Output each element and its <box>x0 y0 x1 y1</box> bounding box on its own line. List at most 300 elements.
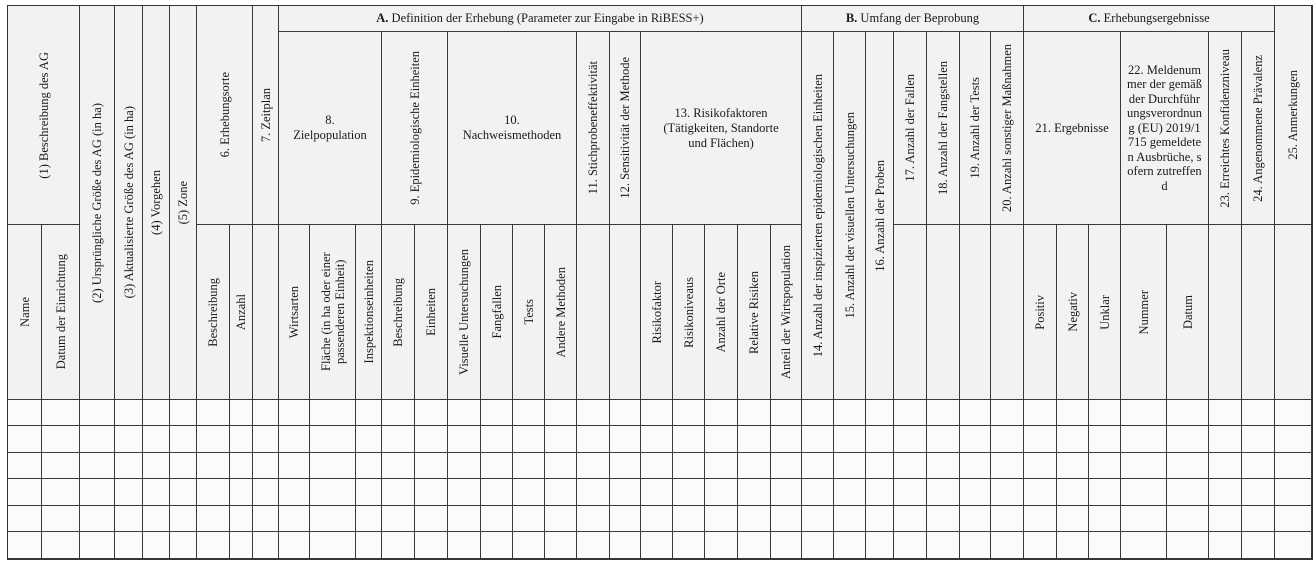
table-cell[interactable] <box>414 425 448 453</box>
section-b-title: Umfang der Beprobung <box>860 11 980 25</box>
table-cell[interactable] <box>865 505 894 532</box>
subheader-nummer <box>1120 224 1167 400</box>
table-cell[interactable] <box>252 531 279 559</box>
table-cell[interactable] <box>576 399 610 426</box>
table-cell[interactable] <box>1120 531 1167 559</box>
table-cell[interactable] <box>309 505 356 532</box>
table-cell[interactable] <box>959 452 991 479</box>
table-cell[interactable] <box>640 452 673 479</box>
table-cell[interactable] <box>801 452 834 479</box>
table-cell[interactable] <box>833 399 866 426</box>
section-b-letter: B. <box>845 11 858 25</box>
table-cell[interactable] <box>640 531 673 559</box>
table-cell[interactable] <box>704 505 738 532</box>
subheader-c11-empty <box>576 224 610 400</box>
table-cell[interactable] <box>512 505 545 532</box>
table-cell[interactable] <box>1056 531 1089 559</box>
table-cell[interactable] <box>672 425 705 453</box>
table-cell[interactable] <box>1274 452 1312 479</box>
table-cell[interactable] <box>544 425 577 453</box>
header-c9-label: 9. Epidemiologische Einheiten <box>407 51 422 205</box>
table-cell[interactable] <box>1241 425 1275 453</box>
table-cell[interactable] <box>355 425 382 453</box>
table-cell[interactable] <box>229 478 253 506</box>
subheader-relative-risiken <box>737 224 771 400</box>
table-cell[interactable] <box>1056 399 1089 426</box>
header-c17 <box>893 31 927 225</box>
table-cell[interactable] <box>770 452 802 479</box>
table-cell[interactable] <box>41 399 80 426</box>
table-cell[interactable] <box>1241 452 1275 479</box>
subheader-risikoniveaus-label: Risikoniveaus <box>681 276 696 348</box>
subheader-erhebungsorte-beschreibung <box>196 224 230 400</box>
table-cell[interactable] <box>278 478 310 506</box>
header-c11-label: 11. Stichprobeneffektivität <box>586 61 600 195</box>
table-cell[interactable] <box>865 531 894 559</box>
table-cell[interactable] <box>1241 531 1275 559</box>
table-cell[interactable] <box>480 452 513 479</box>
table-cell[interactable] <box>1056 425 1089 453</box>
table-cell[interactable] <box>142 399 170 426</box>
table-cell[interactable] <box>196 399 230 426</box>
table-cell[interactable] <box>1241 478 1275 506</box>
table-cell[interactable] <box>381 478 415 506</box>
subheader-c18-empty <box>926 224 960 400</box>
header-c10-label: Nachweismethoden <box>462 128 562 142</box>
header-c19-label: 19. Anzahl der Tests <box>968 77 982 179</box>
table-cell[interactable] <box>309 531 356 559</box>
header-c5 <box>169 5 197 400</box>
table-cell[interactable] <box>79 531 115 559</box>
table-cell[interactable] <box>990 452 1024 479</box>
table-cell[interactable] <box>640 425 673 453</box>
table-cell[interactable] <box>142 425 170 453</box>
table-cell[interactable] <box>1120 505 1167 532</box>
table-cell[interactable] <box>704 478 738 506</box>
table-cell[interactable] <box>893 452 927 479</box>
table-cell[interactable] <box>1274 425 1312 453</box>
subheader-datum-einrichtung <box>41 224 80 400</box>
table-cell[interactable] <box>609 425 641 453</box>
subheader-epi-beschreibung-label: Beschreibung <box>391 277 405 347</box>
table-cell[interactable] <box>41 505 80 532</box>
table-cell[interactable] <box>169 399 197 426</box>
table-cell[interactable] <box>737 399 771 426</box>
table-cell[interactable] <box>229 531 253 559</box>
table-cell[interactable] <box>278 425 310 453</box>
table-cell[interactable] <box>252 399 279 426</box>
table-cell[interactable] <box>114 478 143 506</box>
table-cell[interactable] <box>381 452 415 479</box>
table-cell[interactable] <box>865 399 894 426</box>
header-c13-label: 13. Risikofaktoren (Tätigkeiten, Standorte und Flächen) <box>663 105 779 150</box>
table-cell[interactable] <box>381 505 415 532</box>
table-cell[interactable] <box>512 399 545 426</box>
table-cell[interactable] <box>142 478 170 506</box>
table-cell[interactable] <box>1166 399 1209 426</box>
table-cell[interactable] <box>544 399 577 426</box>
table-cell[interactable] <box>41 531 80 559</box>
table-cell[interactable] <box>7 478 42 506</box>
table-cell[interactable] <box>770 531 802 559</box>
table-cell[interactable] <box>480 425 513 453</box>
table-cell[interactable] <box>1056 478 1089 506</box>
table-cell[interactable] <box>1208 425 1242 453</box>
subheader-c20-empty <box>990 224 1024 400</box>
header-c4-label: (4) Vorgehen <box>149 170 163 235</box>
table-cell[interactable] <box>1166 505 1209 532</box>
header-c8-num: 8. <box>325 113 335 127</box>
table-cell[interactable] <box>576 531 610 559</box>
table-cell[interactable] <box>278 505 310 532</box>
table-cell[interactable] <box>142 505 170 532</box>
table-cell[interactable] <box>114 531 143 559</box>
header-c24-label: 24. Angenommene Prävalenz <box>1251 54 1265 202</box>
table-cell[interactable] <box>893 425 927 453</box>
table-cell[interactable] <box>1208 531 1242 559</box>
table-cell[interactable] <box>959 425 991 453</box>
table-cell[interactable] <box>833 425 866 453</box>
table-cell[interactable] <box>1241 505 1275 532</box>
table-cell[interactable] <box>1274 478 1312 506</box>
header-c18 <box>926 31 960 225</box>
table-cell[interactable] <box>414 531 448 559</box>
table-cell[interactable] <box>114 399 143 426</box>
table-cell[interactable] <box>7 452 42 479</box>
table-cell[interactable] <box>609 399 641 426</box>
subheader-erhebungsorte-beschreibung-label: Beschreibung <box>206 277 220 347</box>
header-c17-label: 17. Anzahl der Fallen <box>903 74 917 182</box>
table-cell[interactable] <box>1023 425 1057 453</box>
table-cell[interactable] <box>1023 505 1057 532</box>
table-cell[interactable] <box>1088 452 1121 479</box>
table-cell[interactable] <box>672 399 705 426</box>
header-c23-label: 23. Erreichtes Konfidenzniveau <box>1218 48 1232 208</box>
header-c14-label: 14. Anzahl der inspizierten epidemiologischen Einheiten <box>810 73 825 358</box>
table-cell[interactable] <box>278 531 310 559</box>
table-cell[interactable] <box>704 452 738 479</box>
subheader-c23-empty <box>1208 224 1242 400</box>
table-cell[interactable] <box>79 425 115 453</box>
table-cell[interactable] <box>196 531 230 559</box>
table-cell[interactable] <box>672 531 705 559</box>
table-cell[interactable] <box>1166 425 1209 453</box>
subheader-relative-risiken-label: Relative Risiken <box>747 270 761 354</box>
table-cell[interactable] <box>79 505 115 532</box>
table-cell[interactable] <box>229 399 253 426</box>
table-cell[interactable] <box>480 399 513 426</box>
table-cell[interactable] <box>990 505 1024 532</box>
table-cell[interactable] <box>252 505 279 532</box>
table-cell[interactable] <box>512 452 545 479</box>
subheader-epi-beschreibung <box>381 224 415 400</box>
subheader-wirtsarten <box>278 224 310 400</box>
table-cell[interactable] <box>169 505 197 532</box>
table-cell[interactable] <box>41 478 80 506</box>
table-cell[interactable] <box>609 452 641 479</box>
table-cell[interactable] <box>447 531 481 559</box>
table-cell[interactable] <box>1208 452 1242 479</box>
table-cell[interactable] <box>1023 399 1057 426</box>
table-cell[interactable] <box>737 478 771 506</box>
subheader-zeitplan-empty <box>252 224 279 400</box>
table-cell[interactable] <box>447 399 481 426</box>
table-cell[interactable] <box>1088 478 1121 506</box>
table-cell[interactable] <box>704 425 738 453</box>
table-cell[interactable] <box>114 452 143 479</box>
table-cell[interactable] <box>79 478 115 506</box>
table-cell[interactable] <box>414 452 448 479</box>
subheader-c24-empty <box>1241 224 1275 400</box>
table-cell[interactable] <box>1208 505 1242 532</box>
table-cell[interactable] <box>414 505 448 532</box>
table-cell[interactable] <box>309 478 356 506</box>
table-cell[interactable] <box>833 478 866 506</box>
table-cell[interactable] <box>737 531 771 559</box>
table-cell[interactable] <box>990 425 1024 453</box>
table-cell[interactable] <box>1274 505 1312 532</box>
table-cell[interactable] <box>1274 399 1312 426</box>
table-cell[interactable] <box>893 531 927 559</box>
table-cell[interactable] <box>447 452 481 479</box>
table-cell[interactable] <box>278 399 310 426</box>
table-cell[interactable] <box>865 452 894 479</box>
table-cell[interactable] <box>893 505 927 532</box>
table-cell[interactable] <box>770 505 802 532</box>
table-cell[interactable] <box>893 399 927 426</box>
header-c13 <box>640 31 802 225</box>
table-cell[interactable] <box>196 505 230 532</box>
subheader-c25-empty <box>1274 224 1312 400</box>
table-cell[interactable] <box>480 505 513 532</box>
subheader-c12-empty <box>609 224 641 400</box>
header-c12-label: 12. Sensitivität der Methode <box>618 57 632 199</box>
table-cell[interactable] <box>355 478 382 506</box>
table-cell[interactable] <box>512 478 545 506</box>
table-cell[interactable] <box>512 425 545 453</box>
table-cell[interactable] <box>544 478 577 506</box>
table-cell[interactable] <box>1208 478 1242 506</box>
table-cell[interactable] <box>480 531 513 559</box>
header-c16 <box>865 31 894 400</box>
header-c5-label: (5) Zone <box>176 180 190 225</box>
table-cell[interactable] <box>1056 452 1089 479</box>
table-cell[interactable] <box>355 531 382 559</box>
table-cell[interactable] <box>926 399 960 426</box>
table-cell[interactable] <box>737 505 771 532</box>
table-cell[interactable] <box>196 425 230 453</box>
table-cell[interactable] <box>447 425 481 453</box>
table-cell[interactable] <box>7 505 42 532</box>
table-cell[interactable] <box>414 478 448 506</box>
table-cell[interactable] <box>704 531 738 559</box>
table-cell[interactable] <box>833 452 866 479</box>
table-cell[interactable] <box>229 505 253 532</box>
table-cell[interactable] <box>1241 399 1275 426</box>
table-cell[interactable] <box>381 531 415 559</box>
table-cell[interactable] <box>114 425 143 453</box>
table-cell[interactable] <box>704 399 738 426</box>
table-cell[interactable] <box>959 478 991 506</box>
table-cell[interactable] <box>512 531 545 559</box>
table-cell[interactable] <box>544 452 577 479</box>
table-cell[interactable] <box>252 425 279 453</box>
table-cell[interactable] <box>926 452 960 479</box>
table-cell[interactable] <box>576 452 610 479</box>
table-cell[interactable] <box>1120 452 1167 479</box>
table-cell[interactable] <box>801 505 834 532</box>
table-cell[interactable] <box>959 399 991 426</box>
table-cell[interactable] <box>1120 478 1167 506</box>
header-c15 <box>833 31 866 400</box>
subheader-tests-label: Tests <box>521 299 536 325</box>
table-cell[interactable] <box>926 505 960 532</box>
table-cell[interactable] <box>609 531 641 559</box>
table-cell[interactable] <box>576 425 610 453</box>
table-cell[interactable] <box>278 452 310 479</box>
header-c22-label: 22. Meldenummer der gemäß der Durchführungsverordnung (EU) 2019/1715 gemeldeten Ausbrüche, sofern zutreffend <box>1127 62 1202 193</box>
table-cell[interactable] <box>1023 452 1057 479</box>
table-cell[interactable] <box>1120 425 1167 453</box>
table-cell[interactable] <box>672 452 705 479</box>
table-cell[interactable] <box>1023 478 1057 506</box>
table-cell[interactable] <box>1088 425 1121 453</box>
table-cell[interactable] <box>1056 505 1089 532</box>
table-cell[interactable] <box>672 505 705 532</box>
table-cell[interactable] <box>355 452 382 479</box>
header-c7-label: 7. Zeitplan <box>258 87 273 143</box>
table-cell[interactable] <box>801 531 834 559</box>
table-cell[interactable] <box>737 425 771 453</box>
table-cell[interactable] <box>640 505 673 532</box>
header-c4 <box>142 5 170 400</box>
table-cell[interactable] <box>1274 531 1312 559</box>
table-cell[interactable] <box>1208 399 1242 426</box>
table-cell[interactable] <box>447 505 481 532</box>
table-cell[interactable] <box>414 399 448 426</box>
table-cell[interactable] <box>926 425 960 453</box>
table-cell[interactable] <box>252 478 279 506</box>
table-cell[interactable] <box>801 425 834 453</box>
table-cell[interactable] <box>169 452 197 479</box>
section-a-letter: A. <box>376 11 389 25</box>
table-cell[interactable] <box>142 531 170 559</box>
table-cell[interactable] <box>1166 452 1209 479</box>
table-cell[interactable] <box>833 505 866 532</box>
table-cell[interactable] <box>229 425 253 453</box>
table-cell[interactable] <box>576 505 610 532</box>
header-c1-label: (1) Beschreibung des AG <box>36 51 51 179</box>
table-cell[interactable] <box>893 478 927 506</box>
table-cell[interactable] <box>229 452 253 479</box>
table-cell[interactable] <box>1120 399 1167 426</box>
table-cell[interactable] <box>7 399 42 426</box>
table-cell[interactable] <box>114 505 143 532</box>
subheader-fangfallen-label: Fangfallen <box>489 285 504 339</box>
table-cell[interactable] <box>576 478 610 506</box>
table-cell[interactable] <box>544 531 577 559</box>
table-cell[interactable] <box>770 425 802 453</box>
table-cell[interactable] <box>355 505 382 532</box>
table-cell[interactable] <box>196 452 230 479</box>
table-cell[interactable] <box>79 452 115 479</box>
table-cell[interactable] <box>309 399 356 426</box>
header-c24 <box>1241 31 1275 225</box>
table-cell[interactable] <box>770 478 802 506</box>
subheader-erhebungsorte-anzahl <box>229 224 253 400</box>
table-cell[interactable] <box>865 478 894 506</box>
table-cell[interactable] <box>355 399 382 426</box>
table-cell[interactable] <box>381 399 415 426</box>
table-cell[interactable] <box>770 399 802 426</box>
table-cell[interactable] <box>640 399 673 426</box>
table-cell[interactable] <box>381 425 415 453</box>
table-cell[interactable] <box>990 478 1024 506</box>
table-cell[interactable] <box>142 452 170 479</box>
table-cell[interactable] <box>640 478 673 506</box>
table-cell[interactable] <box>309 425 356 453</box>
header-c22 <box>1120 31 1209 225</box>
header-c23 <box>1208 31 1242 225</box>
table-cell[interactable] <box>801 399 834 426</box>
subheader-datum-label: Datum <box>1180 294 1195 330</box>
table-cell[interactable] <box>1088 505 1121 532</box>
table-cell[interactable] <box>926 478 960 506</box>
subheader-datum-einrichtung-label: Datum der Einrichtung <box>53 254 68 370</box>
table-cell[interactable] <box>609 505 641 532</box>
subheader-risikofaktor-label: Risikofaktor <box>649 280 664 344</box>
table-cell[interactable] <box>1023 531 1057 559</box>
table-cell[interactable] <box>926 531 960 559</box>
table-cell[interactable] <box>1166 531 1209 559</box>
table-cell[interactable] <box>7 531 42 559</box>
table-cell[interactable] <box>169 425 197 453</box>
table-cell[interactable] <box>1088 531 1121 559</box>
table-cell[interactable] <box>609 478 641 506</box>
table-cell[interactable] <box>801 478 834 506</box>
table-cell[interactable] <box>41 452 80 479</box>
subheader-positiv <box>1023 224 1057 400</box>
table-cell[interactable] <box>169 478 197 506</box>
subheader-erhebungsorte-anzahl-label: Anzahl <box>234 293 248 331</box>
table-cell[interactable] <box>447 478 481 506</box>
table-cell[interactable] <box>959 531 991 559</box>
table-cell[interactable] <box>1088 399 1121 426</box>
table-cell[interactable] <box>833 531 866 559</box>
subheader-positiv-label: Positiv <box>1033 294 1047 330</box>
subheader-negativ-label: Negativ <box>1065 292 1080 332</box>
subheader-c19-empty <box>959 224 991 400</box>
table-cell[interactable] <box>544 505 577 532</box>
table-cell[interactable] <box>737 452 771 479</box>
table-cell[interactable] <box>252 452 279 479</box>
table-cell[interactable] <box>990 531 1024 559</box>
table-cell[interactable] <box>7 425 42 453</box>
table-cell[interactable] <box>79 399 115 426</box>
table-cell[interactable] <box>1166 478 1209 506</box>
table-cell[interactable] <box>309 452 356 479</box>
table-cell[interactable] <box>959 505 991 532</box>
header-c14 <box>801 31 834 400</box>
table-cell[interactable] <box>480 478 513 506</box>
table-cell[interactable] <box>672 478 705 506</box>
table-cell[interactable] <box>990 399 1024 426</box>
table-cell[interactable] <box>41 425 80 453</box>
table-cell[interactable] <box>169 531 197 559</box>
table-cell[interactable] <box>865 425 894 453</box>
header-c21-label: 21. Ergebnisse <box>1035 120 1109 135</box>
table-cell[interactable] <box>196 478 230 506</box>
